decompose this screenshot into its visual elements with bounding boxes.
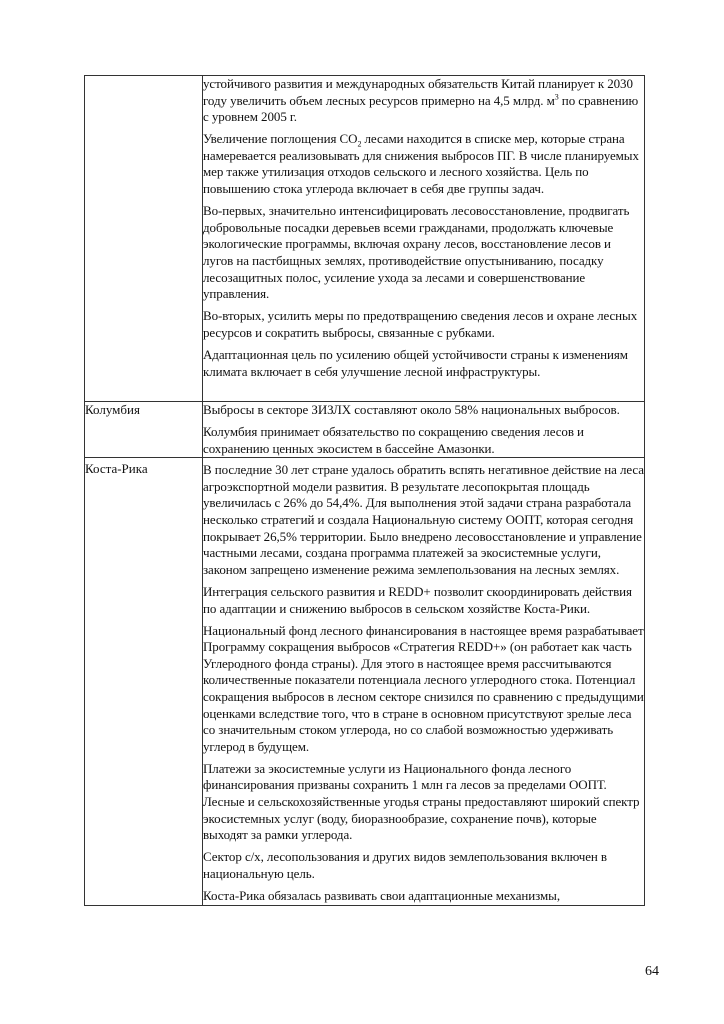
paragraph: Выбросы в секторе ЗИЗЛХ составляют около 58% национальных выбросов. [203,402,620,417]
subscript: 2 [357,139,362,149]
paragraph-text: устойчивого развития и международных обязательств Китай планирует к 2030 году увеличить объем лесных ресурсов примерно на 4,5 млрд. м [203,76,633,108]
paragraph-text: по сравнению с уровнем 2005 г. [203,92,639,125]
paragraph: Во-первых, значительно интенсифицировать лесовосстановление, продвигать добровольные посадки деревьев всеми гражданами, продолжать ключевые экологические программы, включая охрану лесов, восстановление лесов и лугов на пастбищных землях, противодействие опустыниванию, посадку лесозащитных полос, усиление ухода за лесами и совершенствование управления. [203,203,630,302]
paragraph: Сектор с/х, лесопользования и других видов землепользования включен в национальную цель. [203,849,607,881]
page-number: 64 [645,964,659,979]
paragraph [203,76,644,126]
paragraph: Колумбия принимает обязательство по сокращению сведения лесов и сохранению ценных экосистем в бассейне Амазонки. [203,424,584,456]
paragraph: Коста-Рика обязалась развивать свои адаптационные механизмы, [203,888,560,904]
table-row [85,76,645,402]
description-cell [203,76,645,402]
paragraph [203,131,644,197]
description-cell [203,458,645,905]
description-cell [203,402,645,458]
table-row [85,458,645,905]
paragraph: Национальный фонд лесного финансирования в настоящее время разрабатывает Программу сокращения выбросов «Стратегия REDD+» (он работает как часть Углеродного фонда страны). Для этого в настоящее время рассчитываются количественные показатели потенциала лесного углеродного стока. Потенциал сокращения выбросов в лесном секторе снизился по сравнению с предыдущими оценками вследствие того, что в стране в основном присутствуют зрелые леса со значительным стоком углерода, но со слабой возможностью удерживать углерод в будущем. [203,622,644,754]
country-measures-table [84,75,645,906]
paragraph-text: Увеличение поглощения CO [203,131,358,147]
country-cell [85,76,203,402]
paragraph: Во-вторых, усилить меры по предотвращению сведения лесов и охране лесных ресурсов и сократить выбросы, связанные с рубками. [203,308,638,340]
country-cell: Колумбия [85,402,203,458]
paragraph: Интеграция сельского развития и REDD+ позволит скоординировать действия по адаптации и снижению выбросов в сельском хозяйстве Коста-Рики. [203,583,632,616]
superscript: 3 [554,92,559,102]
paragraph: Адаптационная цель по усилению общей устойчивости страны к изменениям климата включает в себя улучшение лесной инфраструктуры. [203,346,628,379]
paragraph: В последние 30 лет стране удалось обратить вспять негативное действие на леса агроэкспортной модели развития. В результате лесопокрытая площадь увеличилась с 26% до 54,4%. Для выполнения этой задачи страна разработала несколько стратегий и создала Национальную систему ООПТ, которая сегодня покрывает 26,5% территории. Было внедрено лесовосстановление и управление частными лесами, создана программа платежей за экосистемные услуги, законом запрещено изменение режима землепользования на лесных землях. [203,462,644,577]
country-cell: Коста-Рика [85,458,203,905]
paragraph-text: лесами находится в списке мер, которые страна намеревается реализовывать для снижения выбросов ПГ. В числе планируемых мер также утилизация отходов сельского и лесного хозяйства. Цель по повышению стока углерода включает в себя две группы задач. [203,131,639,197]
table-row [85,402,645,458]
paragraph: Платежи за экосистемные услуги из Национального фонда лесного финансирования призваны сохранить 1 млн га лесов за пределами ООПТ. Лесные и сельскохозяйственные угодья страны предоставляют широкий спектр экосистемных услуг (воду, биоразнообразие, сохранение почв), которые выходят за рамки углерода. [203,760,640,843]
